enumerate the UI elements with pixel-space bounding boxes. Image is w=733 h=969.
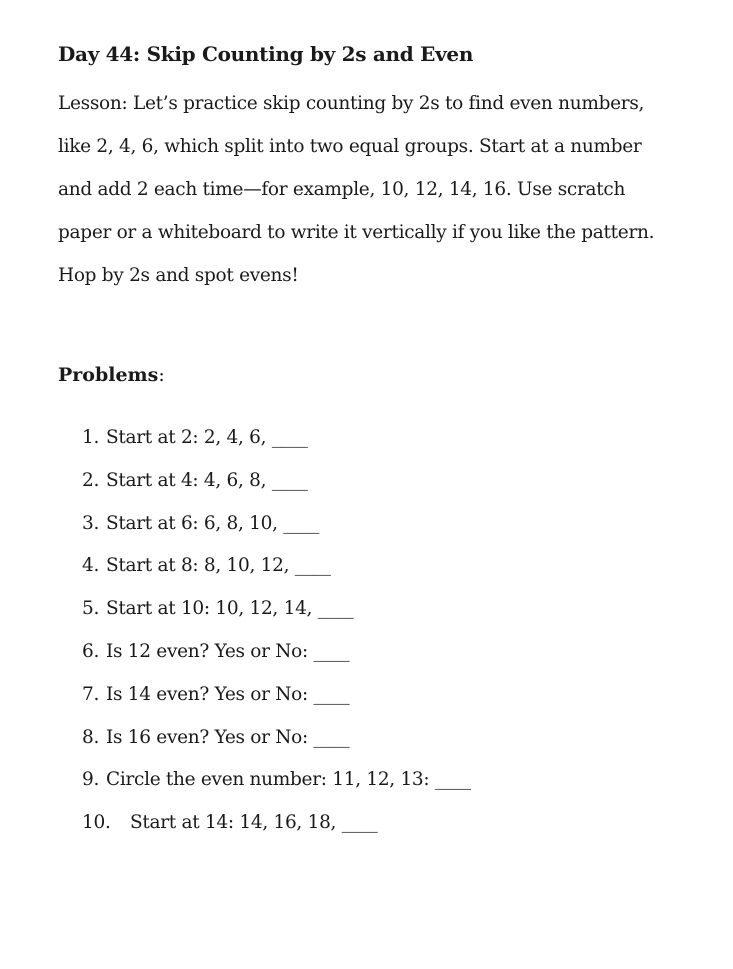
problem-item <box>82 631 673 674</box>
lesson-paragraph: Lesson: Let’s practice skip counting by 2s to find even numbers, like 2, 4, 6, which split into two equal groups. Start at a number and add 2 each time—for example, 10, 12, 14, 16. Use scratch paper or a whiteboard to write it vertically if you like the pattern. Hop by 2s and spot evens! <box>58 93 655 286</box>
problem-text: Start at 8: 8, 10, 12, ____ <box>106 555 331 577</box>
problem-number: 5. <box>82 598 100 620</box>
problem-text: Start at 2: 2, 4, 6, ____ <box>106 427 308 448</box>
problem-number: 2. <box>82 469 100 491</box>
problem-number: 10. <box>82 812 111 834</box>
problem-item <box>82 588 673 631</box>
problems-heading <box>58 355 673 395</box>
problem-item <box>82 503 673 546</box>
problem-text: Circle the even number: 11, 12, 13: ____ <box>106 769 471 791</box>
problem-list <box>58 417 673 845</box>
problem-text: Is 14 even? Yes or No: ____ <box>106 683 350 705</box>
problems-heading-colon: : <box>158 364 165 386</box>
problem-number: 1. <box>82 427 100 448</box>
problem-text: Start at 10: 10, 12, 14, ____ <box>106 598 354 620</box>
problem-number: 6. <box>82 640 100 662</box>
problem-item <box>82 417 673 460</box>
problem-text: Start at 4: 4, 6, 8, ____ <box>106 469 308 491</box>
problem-text: Is 16 even? Yes or No: ____ <box>106 726 350 748</box>
problem-text: Start at 14: 14, 16, 18, ____ <box>130 812 378 834</box>
page-title: Day 44: Skip Counting by 2s and Even <box>58 42 474 66</box>
problem-number: 7. <box>82 683 100 705</box>
problem-item <box>82 545 673 588</box>
problem-text: Is 12 even? Yes or No: ____ <box>106 640 350 662</box>
problem-text: Start at 6: 6, 8, 10, ____ <box>106 512 320 534</box>
problem-item <box>82 674 673 717</box>
problem-item <box>82 717 673 760</box>
problem-item <box>82 759 673 802</box>
problem-item <box>82 802 673 845</box>
problem-number: 4. <box>82 555 100 577</box>
document <box>58 38 673 845</box>
problem-number: 8. <box>82 726 100 748</box>
problems-heading-label: Problems <box>58 364 159 386</box>
problem-number: 3. <box>82 512 100 534</box>
problem-item <box>82 460 673 503</box>
problem-number: 9. <box>82 769 100 791</box>
